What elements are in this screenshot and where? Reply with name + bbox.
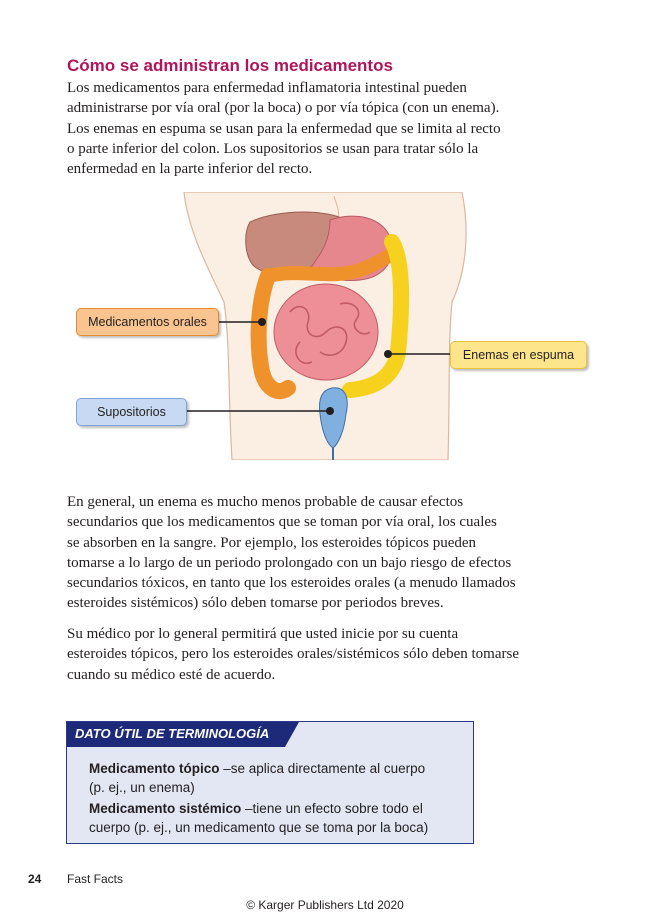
section-heading: Cómo se administran los medicamentos [67,56,393,75]
text-line: administrarse por vía oral (por la boca) o por vía tópica (con un enema). [67,100,500,117]
term-name: Medicamento sistémico [89,801,242,816]
callout-oral-medication: Medicamentos orales [76,308,219,336]
terminology-box [66,721,474,844]
leader-dot-suppository [326,407,334,415]
text-line: esteroides tópicos, pero los esteroides orales/sistémicos sólo deben tomarse [67,646,519,663]
text-line: se absorben en la sangre. Por ejemplo, los esteroides tópicos pueden [67,534,477,551]
text-line: Su médico por lo general permitirá que usted inicie por su cuenta [67,626,459,642]
term-name: Medicamento tópico [89,761,220,776]
page-number: 24 [28,872,42,886]
text-line: tomarse a lo largo de un periodo prolongado con un bajo riesgo de efectos [67,554,512,571]
body-paragraph [67,492,597,614]
running-title: Fast Facts [67,872,124,886]
callout-foam-enema: Enemas en espuma [450,341,587,369]
text-line: cuando su médico esté de acuerdo. [67,666,276,683]
copyright-notice: © Karger Publishers Ltd 2020 [246,898,404,912]
term-topical [89,759,469,797]
body-paragraph [67,624,597,685]
leader-dot-enema [384,350,392,358]
small-intestine [274,284,378,380]
text-line: esteroides sistémicos) sólo deben tomarse por periodos breves. [67,595,444,612]
term-systemic [89,799,469,837]
leader-dot-oral [258,318,266,326]
text-line: En general, un enema es mucho menos probable de causar efectos [67,494,464,510]
text-line: Los enemas en espuma se usan para la enfermedad que se limita al recto [67,120,501,137]
callout-suppository: Supositorios [76,398,187,426]
term-line: (p. ej., un enema) [89,780,195,795]
term-line: cuerpo (p. ej., un medicamento que se toma por la boca) [89,820,429,835]
term-definition: –tiene un efecto sobre todo el [241,801,423,816]
text-line: enfermedad en la parte inferior del recto. [67,161,313,178]
text-line: Los medicamentos para enfermedad inflamatoria intestinal pueden [67,80,467,96]
terminology-title: DATO ÚTIL DE TERMINOLOGÍA [75,726,270,741]
text-line: secundarios tóxicos, en tanto que los esteroides orales (a menudo llamados [67,575,516,592]
text-line: secundarios que los medicamentos que se toman por vía oral, los cuales [67,514,497,531]
term-line [89,759,469,778]
intro-paragraph [67,78,597,179]
text-line: o parte inferior del colon. Los supositorios se usan para tratar sólo la [67,140,479,157]
term-line [89,799,469,818]
term-definition: –se aplica directamente al cuerpo [219,761,426,776]
